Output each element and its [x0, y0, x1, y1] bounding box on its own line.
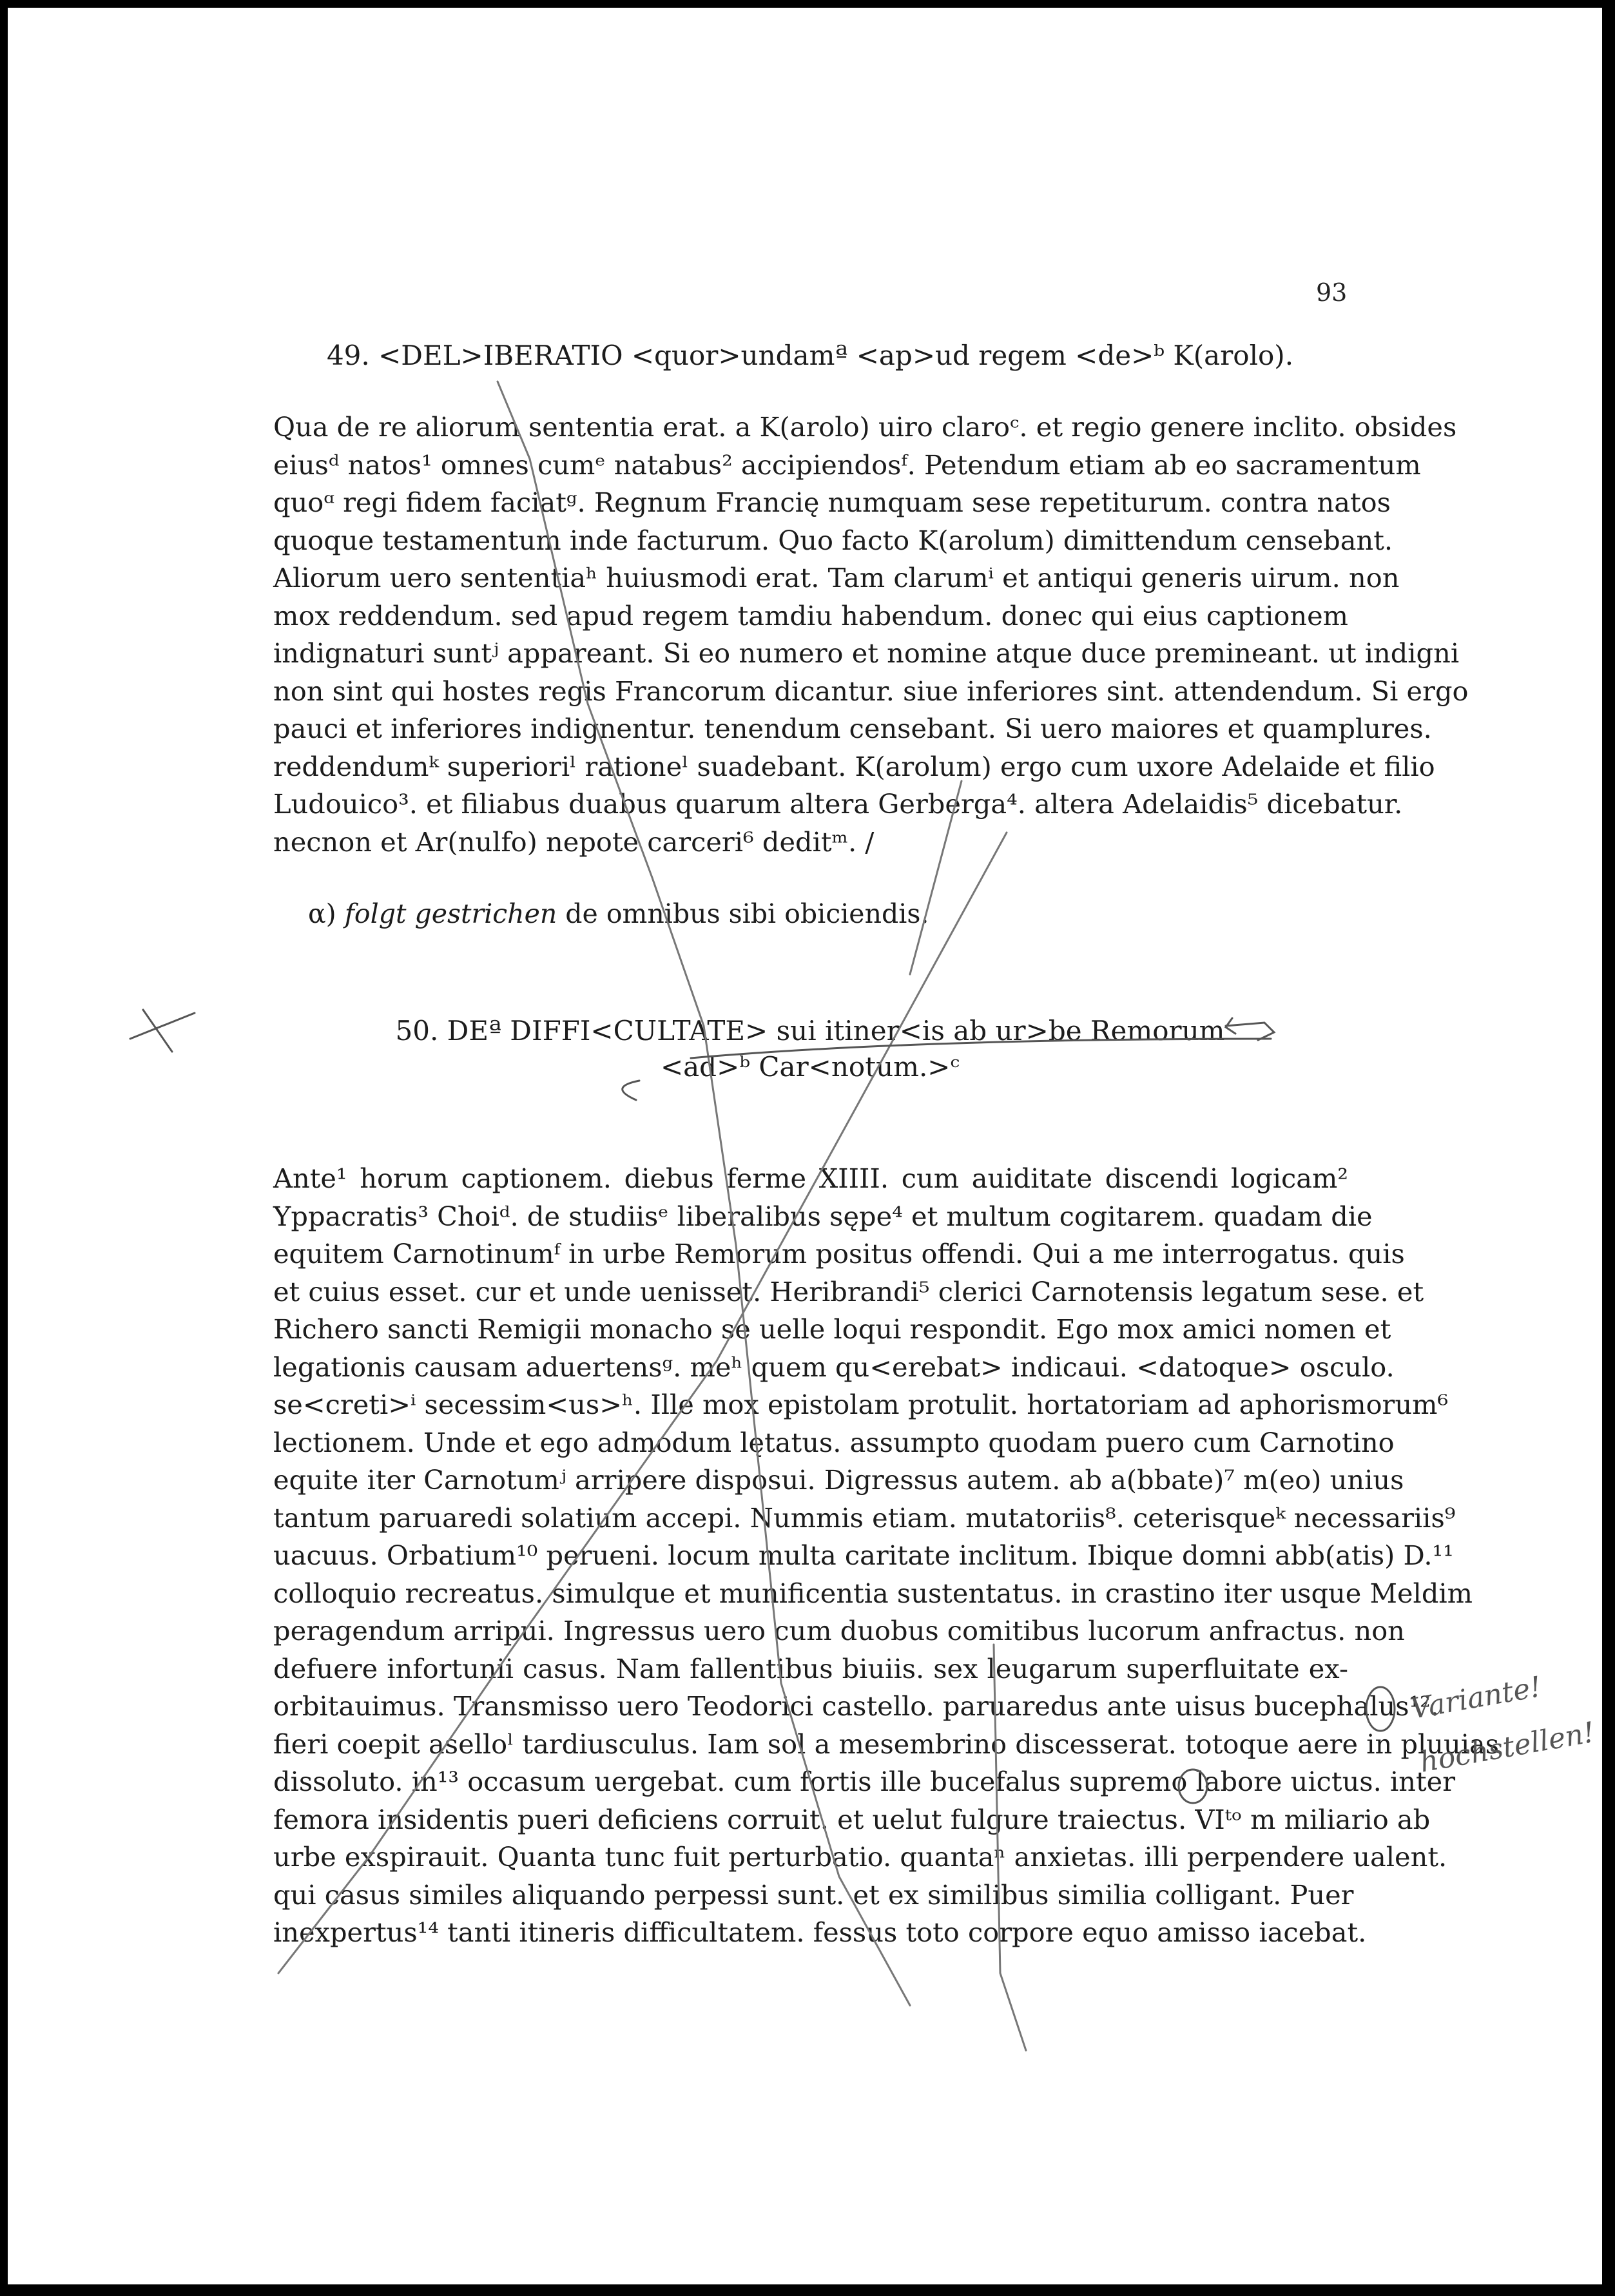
pencil-underline: [691, 1039, 1271, 1058]
text-line: equite iter Carnotumʲ arripere disposui. Digressus autem. ab a(bbate)⁷ m(eo) unius: [273, 1464, 1404, 1496]
text-line: lectionem. Unde et ego admodum lętatus. assumpto quodam puero cum Carnotino: [273, 1426, 1395, 1458]
text-line: equitem Carnotinumᶠ in urbe Remorum positus offendi. Qui a me interrogatus. quis: [273, 1238, 1405, 1269]
text-line: femora insidentis pueri deficiens corruit. et uelut fulgure traiectus. VIᵗᵒ m miliario ab: [273, 1803, 1431, 1835]
text-line: legationis causam aduertensᵍ. meʰ quem qu<erebat> indicaui. <datoque> osculo.: [273, 1351, 1395, 1383]
text-line: necnon et Ar(nulfo) nepote carceri⁶ deditᵐ. /: [273, 825, 875, 858]
text-line: Aliorum uero sententiaʰ huiusmodi erat. Tam clarumⁱ et antiqui generis uirum. non: [273, 562, 1400, 593]
annotation-line1: Variante!: [1407, 1670, 1544, 1726]
section-50-heading-line1: 50. DEª DIFFI<CULTATE> sui itiner<is ab ur>be Remorum: [395, 1015, 1225, 1047]
pencil-bracket-arc: [623, 1081, 639, 1100]
text-line: et cuius esset. cur et unde uenisset. Heribrandi⁵ clerici Carnotensis legatum sese. et: [273, 1275, 1424, 1307]
apparatus-marker: α): [308, 898, 336, 929]
text-line: mox reddendum. sed apud regem tamdiu habendum. donec qui eius captionem: [273, 599, 1348, 632]
text-line: tantum paruaredi solatium accepi. Nummis etiam. mutatoriis⁸. ceterisqueᵏ necessariis⁹: [273, 1501, 1456, 1534]
pencil-strike-line: [498, 381, 910, 2005]
text-line: indignaturi suntʲ appareant. Si eo numero et nomine atque duce premineant. ut indigni: [273, 637, 1460, 669]
text-line: fieri coepit aselloˡ tardiusculus. Iam sol a mesembrino discesserat. totoque aere in pluuias: [273, 1728, 1500, 1760]
apparatus-note-italic: folgt gestrichen: [344, 898, 557, 929]
text-line: Qua de re aliorum sententia erat. a K(arolo) uiro claroᶜ. et regio genere inclito. obsides: [273, 411, 1457, 443]
section-50-heading-line2: <ad>ᵇ Car<notum.>ᶜ: [660, 1051, 960, 1083]
pencil-strike-line: [994, 1645, 1026, 2050]
text-line: inexpertus¹⁴ tanti itineris difficultatem. fessus toto corpore equo amisso iacebat.: [273, 1916, 1367, 1948]
pencil-strike-line: [278, 833, 1007, 1973]
annotation-line2: hochstellen!: [1417, 1715, 1598, 1779]
text-line: Yppacratis³ Choiᵈ. de studiisᵉ liberalibus sępe⁴ et multum cogitarem. quadam die: [273, 1200, 1373, 1232]
text-line: se<creti>ⁱ secessim<us>ʰ. Ille mox epistolam protulit. hortatoriam ad aphorismorum⁶: [273, 1389, 1449, 1420]
text-line: colloquio recreatus. simulque et munificentia sustentatus. in crastino iter usque Meldim: [273, 1577, 1473, 1609]
text-line: Ante¹ horum captionem. diebus ferme XIIII. cum auiditate discendi logicam²: [273, 1162, 1348, 1194]
text-line: dissoluto. in¹³ occasum uergebat. cum fortis ille bucefalus supremo labore uictus. inter: [273, 1766, 1456, 1797]
text-line: quoᵅ regi fidem faciatᵍ. Regnum Francię numquam sese repetiturum. contra natos: [273, 487, 1391, 518]
text-line: Ludouico³. et filiabus duabus quarum altera Gerberga⁴. altera Adelaidis⁵ dicebatur.: [273, 788, 1403, 820]
text-line: eiusᵈ natos¹ omnes cumᵉ natabus² accipiendosᶠ. Petendum etiam ab eo sacramentum: [273, 449, 1421, 481]
text-line: qui casus similes aliquando perpessi sunt. et ex similibus similia colligant. Puer: [273, 1878, 1354, 1911]
text-line: quoque testamentum inde facturum. Quo facto K(arolum) dimittendum censebant.: [273, 524, 1393, 556]
text-line: Richero sancti Remigii monacho se uelle loqui respondit. Ego mox amici nomen et: [273, 1313, 1391, 1345]
text-line: urbe exspirauit. Quanta tunc fuit perturbatio. quantaⁿ anxietas. illi perpendere ualent.: [273, 1841, 1447, 1873]
pencil-circle-mark: [1366, 1687, 1395, 1731]
text-line: orbitauimus. Transmisso uero Teodorici castello. paruaredus ante uisus bucephalus¹².: [273, 1690, 1439, 1722]
page: [8, 8, 1602, 2284]
section-49-heading: 49. <DEL>IBERATIO <quor>undamª <ap>ud regem <de>ᵇ K(arolo).: [326, 340, 1294, 371]
pencil-strike-line: [910, 781, 962, 974]
text-line: pauci et inferiores indignentur. tenendum censebant. Si uero maiores et quamplures.: [273, 713, 1432, 744]
page-number: 93: [1316, 278, 1348, 307]
text-line: reddendumᵏ superioriˡ rationeˡ suadebant. K(arolum) ergo cum uxore Adelaide et filio: [273, 750, 1435, 782]
pencil-circle-mark: [1179, 1770, 1207, 1803]
pencil-marks: [8, 8, 1602, 2284]
text-line: uacuus. Orbatium¹⁰ perueni. locum multa caritate inclitum. Ibique domni abb(atis) D.¹¹: [273, 1539, 1454, 1571]
pencil-x-mark: [130, 1013, 195, 1039]
text-line: non sint qui hostes regis Francorum dicantur. siue inferiores sint. attendendum. Si ergo: [273, 675, 1469, 707]
text-line: peragendum arripui. Ingressus uero cum duobus comitibus lucorum anfractus. non: [273, 1615, 1405, 1646]
apparatus-note-text: de omnibus sibi obiciendis.: [565, 898, 929, 929]
pencil-x-mark: [143, 1010, 172, 1052]
text-line: defuere infortunii casus. Nam fallentibus biuiis. sex leugarum superfluitate ex-: [273, 1652, 1348, 1684]
